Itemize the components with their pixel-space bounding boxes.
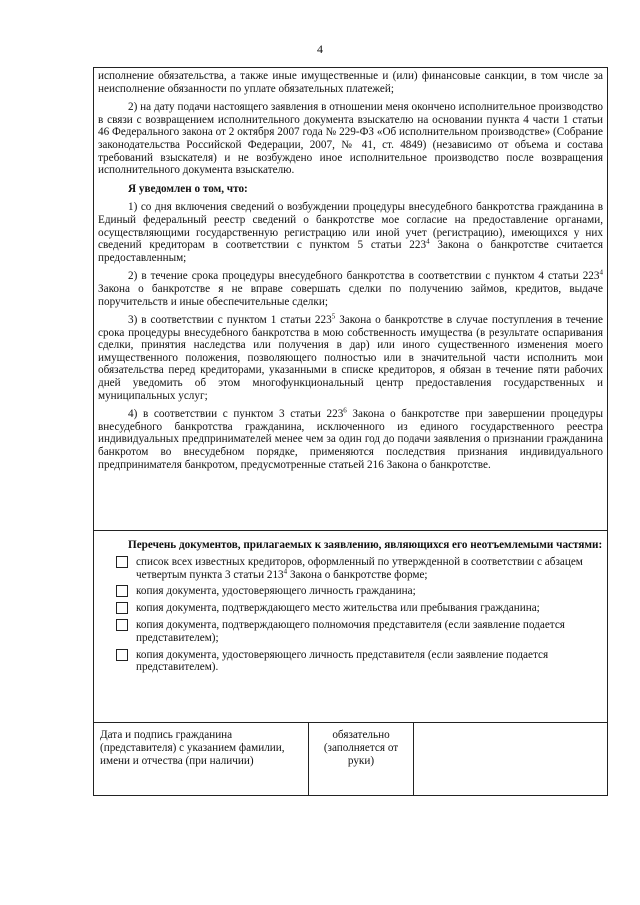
document-label: копия документа, подтверждающего полномочия представителя (если заявление подается представителем);: [136, 618, 565, 644]
documents-title: Перечень документов, прилагаемых к заявлению, являющихся его неотъемлемыми частями:: [128, 539, 603, 551]
notice-item-3: [98, 314, 603, 402]
document-checkbox[interactable]: [116, 619, 128, 631]
document-item: [98, 585, 603, 598]
notice-text: Закона о банкротстве считается предоставленным;: [98, 239, 603, 264]
page-number: 4: [317, 42, 323, 56]
document-label: копия документа, удостоверяющего личность представителя (если заявление подается представителем).: [136, 648, 549, 674]
notice-item-2: [98, 270, 603, 308]
notice-item-1: [98, 201, 603, 264]
document-label: копия документа, подтверждающего место жительства или пребывания гражданина;: [136, 602, 540, 615]
paragraph-text: исполнение обязательства, а также иные имущественные и (или) финансовые санкции, в том числе за неисполнение обязанности по уплате обязательных платежей;: [98, 70, 603, 95]
document-label: список всех известных кредиторов, оформленный по утвержденной в соответствии с абзацем четвертым пункта 3 статьи 213: [136, 555, 583, 581]
notice-heading: Я уведомлен о том, что:: [128, 182, 248, 195]
application-form-frame: [93, 67, 608, 796]
superscript: 5: [331, 312, 336, 321]
superscript: 4: [426, 237, 430, 246]
paragraph-text: 2) на дату подачи настоящего заявления в отношении меня окончено исполнительное производство в связи с возвращением исполнительного документа взыскателю на основании пункта 4 части 1 статьи 46 Федерального закона от 2 октября 2007 года № 229-ФЗ «Об исполнительном производстве» (Собрание законодательства Российской Федерации, 2007, № 41, ст. 4849) (независимо от объема и состава требований взыскателя) и не возбуждено иное исполнительное производство после возвращения исполнительного документа взыскателю.: [98, 101, 603, 177]
notice-text: 1) со дня включения сведений о возбуждении процедуры внесудебного банкротства гражданина в Единый федеральный реестр сведений о банкротстве мое согласие на предоставление органами, осуществляющими государственную регистрацию или иной учет (регистрацию), имеющихся у них сведений кредиторам в соответствии с пунктом 5 статьи 223: [98, 201, 603, 252]
notice-text: 2) в течение срока процедуры внесудебного банкротства в соответствии с пунктом 4 статьи 223: [128, 270, 600, 283]
notice-text: Закона о банкротстве в случае поступления в течение срока процедуры внесудебного банкротства в мою собственность имущества (в результате оспаривания сделки, принятия наследства или получения в дар) или иного существенного изменения моего имущественного положения, позволяющего полностью или в значительной части исполнить мои обязательства перед кредиторами, указанными в списке кредиторов, я обязан в течение пяти рабочих дней уведомить об этом многофункциональный центр предоставления государственных и муниципальных услуг;: [98, 314, 603, 402]
document-item: [98, 649, 603, 675]
document-checkbox[interactable]: [116, 556, 128, 568]
notice-text: 3) в соответствии с пунктом 1 статьи 223: [128, 314, 332, 327]
documents-section: [94, 531, 607, 722]
notice-text: 4) в соответствии с пунктом 3 статьи 223: [128, 408, 344, 421]
signature-field[interactable]: [414, 723, 607, 795]
document-item: [98, 619, 603, 645]
signature-note: обязательно (заполняется от руки): [308, 723, 414, 795]
notice-text: Закона о банкротстве при завершении процедуры внесудебного банкротства гражданина, исключенного из единого государственного реестра индивидуальных предпринимателей менее чем за один год до подачи заявления о признании гражданина банкротом во внесудебном порядке, применяются последствия признания индивидуального предпринимателя банкротом, предусмотренные статьей 216 Закона о банкротстве.: [98, 408, 604, 471]
document-checkbox[interactable]: [116, 649, 128, 661]
superscript: 6: [343, 406, 347, 415]
document-label: Закона о банкротстве форме;: [287, 568, 428, 581]
notice-item-4: [98, 408, 603, 471]
superscript: 4: [283, 566, 288, 575]
document-item: [98, 556, 603, 582]
signature-label: Дата и подпись гражданина (представителя) с указанием фамилии, имени и отчества (при наличии): [100, 729, 285, 767]
superscript: 4: [599, 268, 603, 277]
document-checkbox[interactable]: [116, 602, 128, 614]
declarations-section: [94, 68, 607, 530]
paragraph-item-2: [98, 101, 603, 177]
document-item: [98, 602, 603, 615]
notice-text: Закона о банкротстве я не вправе совершать сделки по получению займов, кредитов, выдаче поручительств и иные обеспечительные сделки;: [98, 282, 603, 308]
document-label: копия документа, удостоверяющего личность гражданина;: [136, 585, 416, 598]
paragraph-continuation: [98, 70, 603, 95]
document-checkbox[interactable]: [116, 585, 128, 597]
signature-row: [94, 723, 607, 795]
